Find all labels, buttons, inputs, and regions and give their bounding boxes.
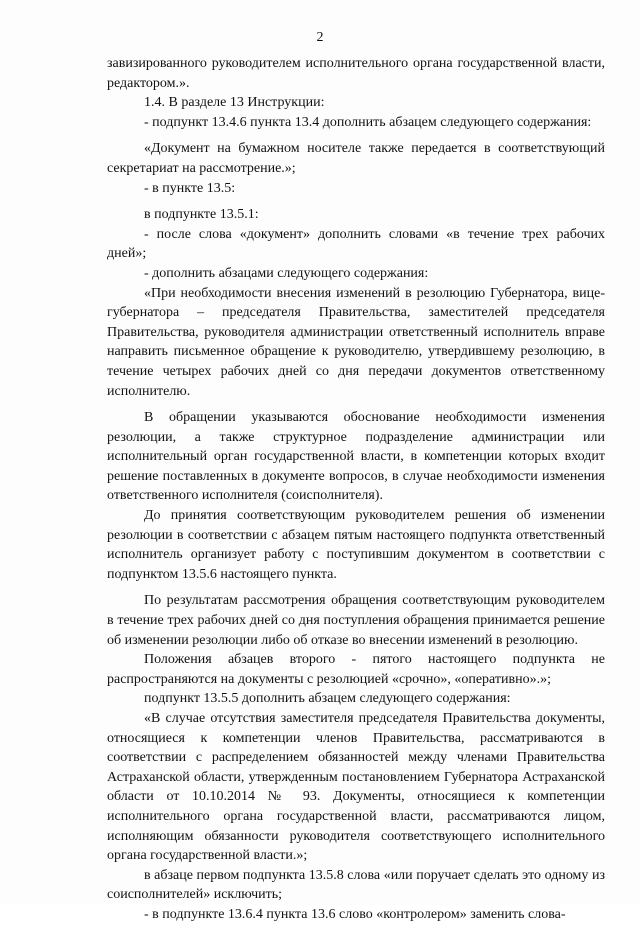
paragraph: в абзаце первом подпункта 13.5.8 слова «или поручает сделать это одному из соисполнителей» исключить;	[107, 867, 605, 903]
paragraph: «Документ на бумажном носителе также передается в соответствующий секретариат на рассмотрение.»;	[107, 141, 605, 176]
paragraph: в подпункте 13.5.1:	[144, 207, 259, 223]
paragraph: В обращении указываются обоснование необходимости изменения резолюции, а также структурное подразделение администрации или исполнительный орган государственной власти, в компетенции которых входит решение поставленных в документе вопросов, в случае необходимости изменения ответственного исполнителя (соисполнителя).	[107, 410, 605, 504]
paragraph: - в подпункте 13.6.4 пункта 13.6 слово «контролером» заменить слова-	[144, 906, 566, 922]
paragraph: подпункт 13.5.5 дополнить абзацем следующего содержания:	[144, 691, 511, 707]
document-body	[107, 54, 605, 925]
paragraph: - подпункт 13.4.6 пункта 13.4 дополнить абзацем следующего содержания:	[144, 114, 592, 130]
paragraph: «При необходимости внесения изменений в резолюцию Губернатора, вице-губернатора – председателя Правительства, заместителей председателя Правительства, руководителя администрации ответственный исполнитель вправе направить письменное обращение к руководителю, утвердившему резолюцию, в течение четырех рабочих дней со дня передачи документов ответственному исполнителю.	[107, 285, 605, 399]
paragraph: 1.4. В разделе 13 Инструкции:	[144, 95, 325, 111]
paragraph: По результатам рассмотрения обращения соответствующим руководителем в течение трех рабочих дней со дня поступления обращения принимается решение об изменении резолюции либо об отказе во внесении изменений в резолюцию.	[107, 593, 605, 648]
paragraph: завизированного руководителем исполнительного органа государственной власти, редактором.».	[107, 56, 605, 91]
paragraph: - дополнить абзацами следующего содержания:	[144, 265, 429, 281]
paragraph: «В случае отсутствия заместителя председателя Правительства документы, относящиеся к компетенции членов Правительства, рассматриваются в соответствии с распределением обязанностей между членами Правительства Астраханской области, утвержденным постановлением Губернатора Астраханской области от 10.10.2014 № 93. Документы, относящиеся к компетенции исполнительного органа государственной власти, рассматриваются лицом, исполняющим обязанности руководителя соответствующего исполнительного органа государственной власти.»;	[107, 711, 605, 864]
paragraph: - после слова «документ» дополнить словами «в течение трех рабочих дней»;	[107, 226, 605, 262]
paragraph: До принятия соответствующим руководителем решения об изменении резолюции в соответствии с абзацем пятым настоящего подпункта ответственный исполнитель организует работу с поступившим документом в соответствии с подпунктом 13.5.6 настоящего пункта.	[107, 508, 605, 582]
paragraph: - в пункте 13.5:	[144, 180, 236, 196]
page-number: 2	[316, 30, 324, 45]
paragraph: Положения абзацев второго - пятого настоящего подпункта не распространяются на документы с резолюцией «срочно», «оперативно».»;	[107, 652, 605, 687]
